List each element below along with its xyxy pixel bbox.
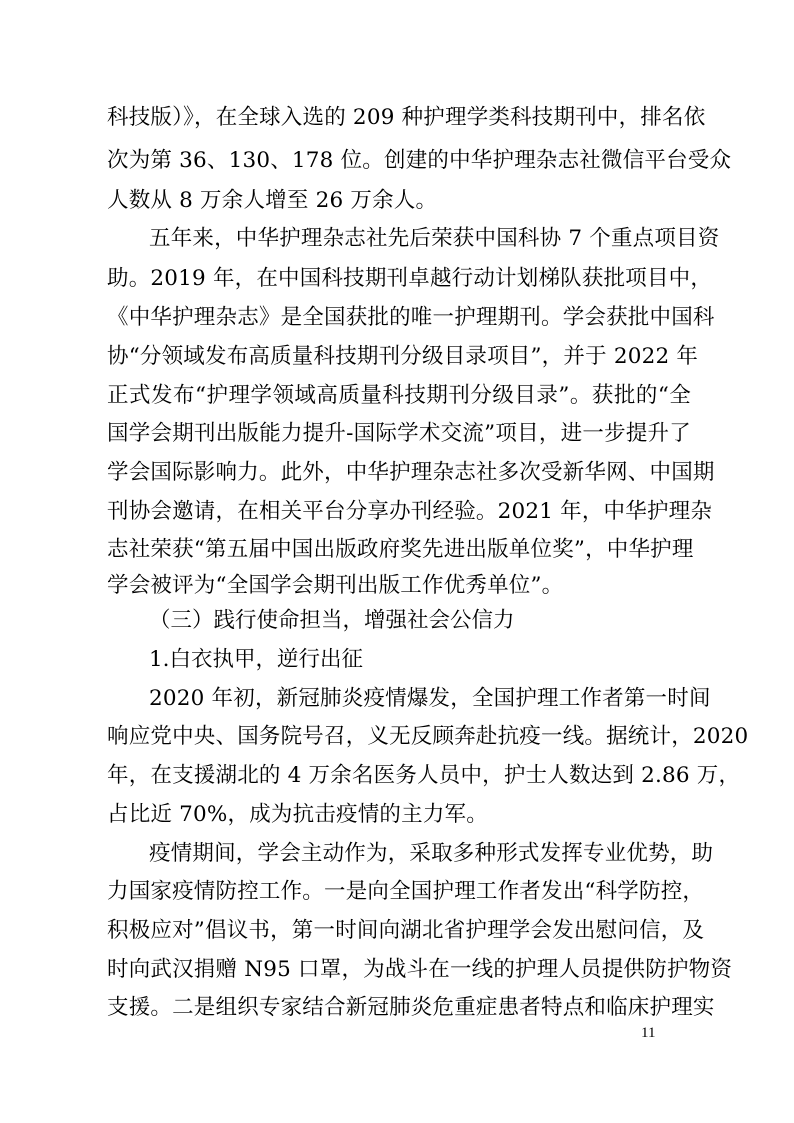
paragraph-first-line: 2020 年初，新冠肺炎疫情爆发，全国护理工作者第一时间 bbox=[149, 686, 711, 711]
text-line: 正式发布“护理学领域高质量科技期刊分级目录”。获批的“全 bbox=[107, 383, 691, 408]
text-line: 科技版）》，在全球入选的 209 种护理学类科技期刊中，排名依 bbox=[107, 105, 706, 130]
text-line: 学会被评为“全国学会期刊出版工作优秀单位”。 bbox=[107, 573, 564, 598]
paragraph-first-line: 疫情期间，学会主动作为，采取多种形式发挥专业优势，助 bbox=[149, 841, 714, 866]
text-line: 人数从 8 万余人增至 26 万余人。 bbox=[107, 188, 438, 213]
paragraph-first-line: 五年来，中华护理杂志社先后荣获中国科协 7 个重点项目资 bbox=[149, 226, 720, 251]
text-line: 年，在支援湖北的 4 万余名医务人员中，护士人数达到 2.86 万， bbox=[107, 763, 741, 788]
text-line: 次为第 36、130、178 位。创建的中华护理杂志社微信平台受众 bbox=[107, 148, 732, 173]
text-line: 学会国际影响力。此外，中华护理杂志社多次受新华网、中国期 bbox=[107, 460, 715, 485]
text-line: 志社荣获“第五届中国出版政府奖先进出版单位奖”，中华护理 bbox=[107, 537, 694, 562]
subsection-heading: 1.白衣执甲，逆行出征 bbox=[149, 647, 364, 672]
text-line: 国学会期刊出版能力提升-国际学术交流”项目，进一步提升了 bbox=[107, 421, 691, 446]
text-line: 协“分领域发布高质量科技期刊分级目录项目”，并于 2022 年 bbox=[107, 344, 699, 369]
text-line: 《中华护理杂志》是全国获批的唯一护理期刊。学会获批中国科 bbox=[107, 305, 715, 330]
text-line: 占比近 70%，成为抗击疫情的主力军。 bbox=[107, 802, 488, 827]
text-line: 力国家疫情防控工作。一是向全国护理工作者发出“科学防控， bbox=[107, 879, 705, 904]
page-number: 11 bbox=[641, 1025, 656, 1041]
text-line: 支援。二是组织专家结合新冠肺炎危重症患者特点和临床护理实 bbox=[107, 995, 715, 1020]
text-line: 助。2019 年，在中国科技期刊卓越行动计划梯队获批项目中， bbox=[107, 266, 713, 291]
text-line: 积极应对”倡议书，第一时间向湖北省护理学会发出慰问信，及 bbox=[107, 918, 705, 943]
section-heading: （三）践行使命担当，增强社会公信力 bbox=[149, 608, 515, 633]
text-line: 时向武汉捐赠 N95 口罩，为战斗在一线的护理人员提供防护物资 bbox=[107, 957, 733, 982]
text-line: 刊协会邀请，在相关平台分享办刊经验。2021 年，中华护理杂 bbox=[107, 499, 713, 524]
text-line: 响应党中央、国务院号召，义无反顾奔赴抗疫一线。据统计，2020 bbox=[107, 724, 749, 749]
